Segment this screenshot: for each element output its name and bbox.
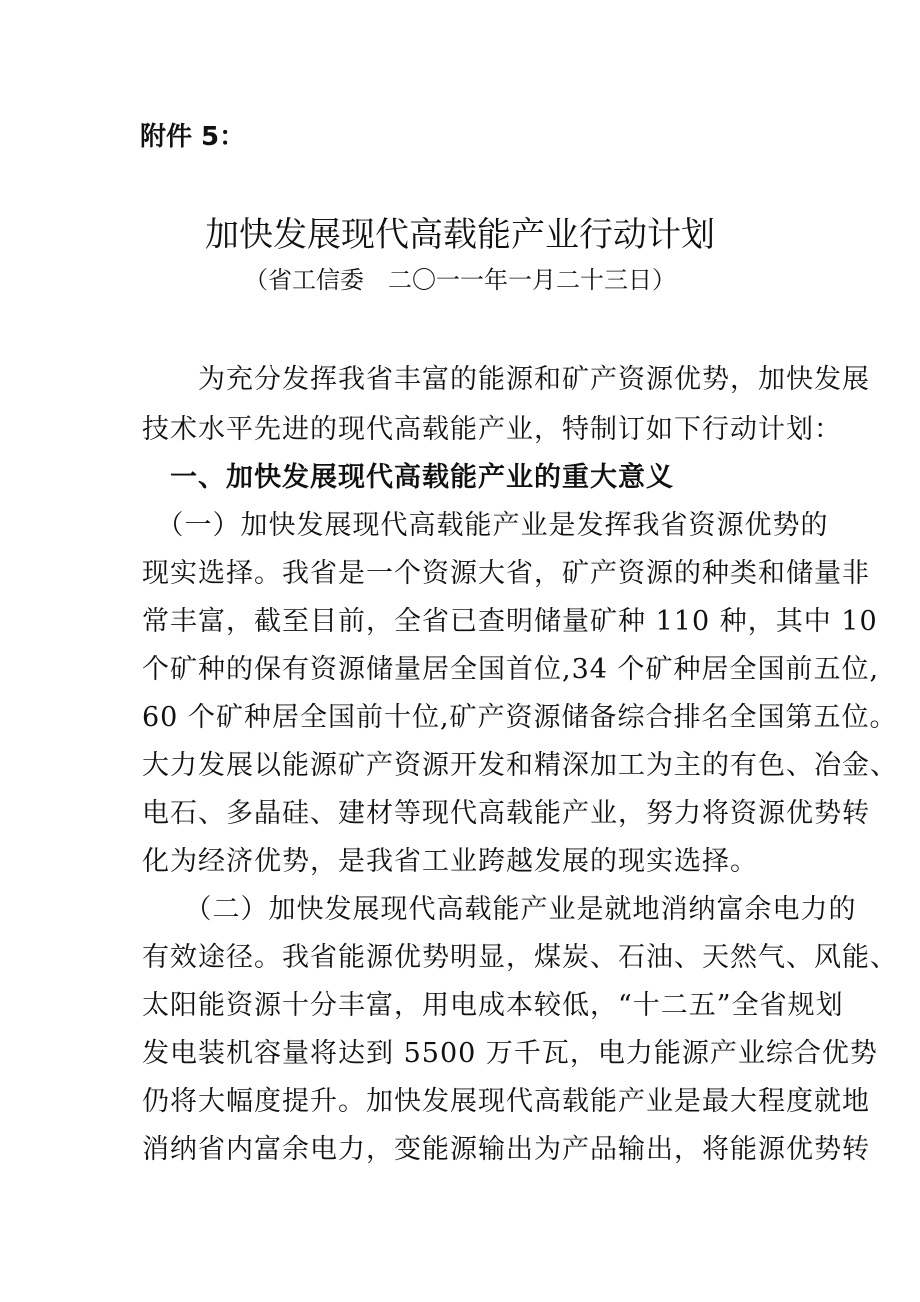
paragraph-line: 消纳省内富余电力，变能源输出为产品输出，将能源优势转 (142, 1134, 870, 1165)
paragraph-line: 为充分发挥我省丰富的能源和矿产资源优势，加快发展 (142, 364, 870, 395)
document-title: 加快发展现代高载能产业行动计划 (205, 215, 715, 255)
paragraph-line: 仍将大幅度提升。加快发展现代高载能产业是最大程度就地 (142, 1086, 870, 1117)
paragraph-line: 个矿种的保有资源储量居全国首位,34 个矿种居全国前五位, (142, 654, 880, 685)
document-subtitle: （省工信委 二〇一一年一月二十三日） (244, 266, 676, 294)
paragraph-line: （二）加快发展现代高载能产业是就地消纳富余电力的 (142, 894, 857, 925)
section-heading: 一、加快发展现代高载能产业的重大意义 (142, 462, 674, 493)
paragraph-line: 有效途径。我省能源优势明显，煤炭、石油、天然气、风能、 (142, 942, 898, 973)
paragraph-line: 大力发展以能源矿产资源开发和精深加工为主的有色、冶金、 (142, 750, 898, 781)
paragraph-line: 发电装机容量将达到 5500 万千瓦，电力能源产业综合优势 (142, 1038, 878, 1069)
paragraph-line: 常丰富，截至目前，全省已查明储量矿种 110 种，其中 10 (142, 606, 878, 637)
attachment-label: 附件 5： (140, 122, 246, 152)
paragraph-line: 60 个矿种居全国前十位,矿产资源储备综合排名全国第五位。 (142, 702, 898, 733)
paragraph-line: 电石、多晶硅、建材等现代高载能产业，努力将资源优势转 (142, 798, 870, 829)
paragraph-line: 太阳能资源十分丰富，用电成本较低，“十二五”全省规划 (142, 990, 844, 1021)
paragraph-line: 技术水平先进的现代高载能产业，特制订如下行动计划： (142, 414, 842, 445)
paragraph-line: 现实选择。我省是一个资源大省，矿产资源的种类和储量非 (142, 558, 870, 589)
paragraph-line: （一）加快发展现代高载能产业是发挥我省资源优势的 (142, 510, 829, 541)
paragraph-line: 化为经济优势，是我省工业跨越发展的现实选择。 (142, 846, 758, 877)
